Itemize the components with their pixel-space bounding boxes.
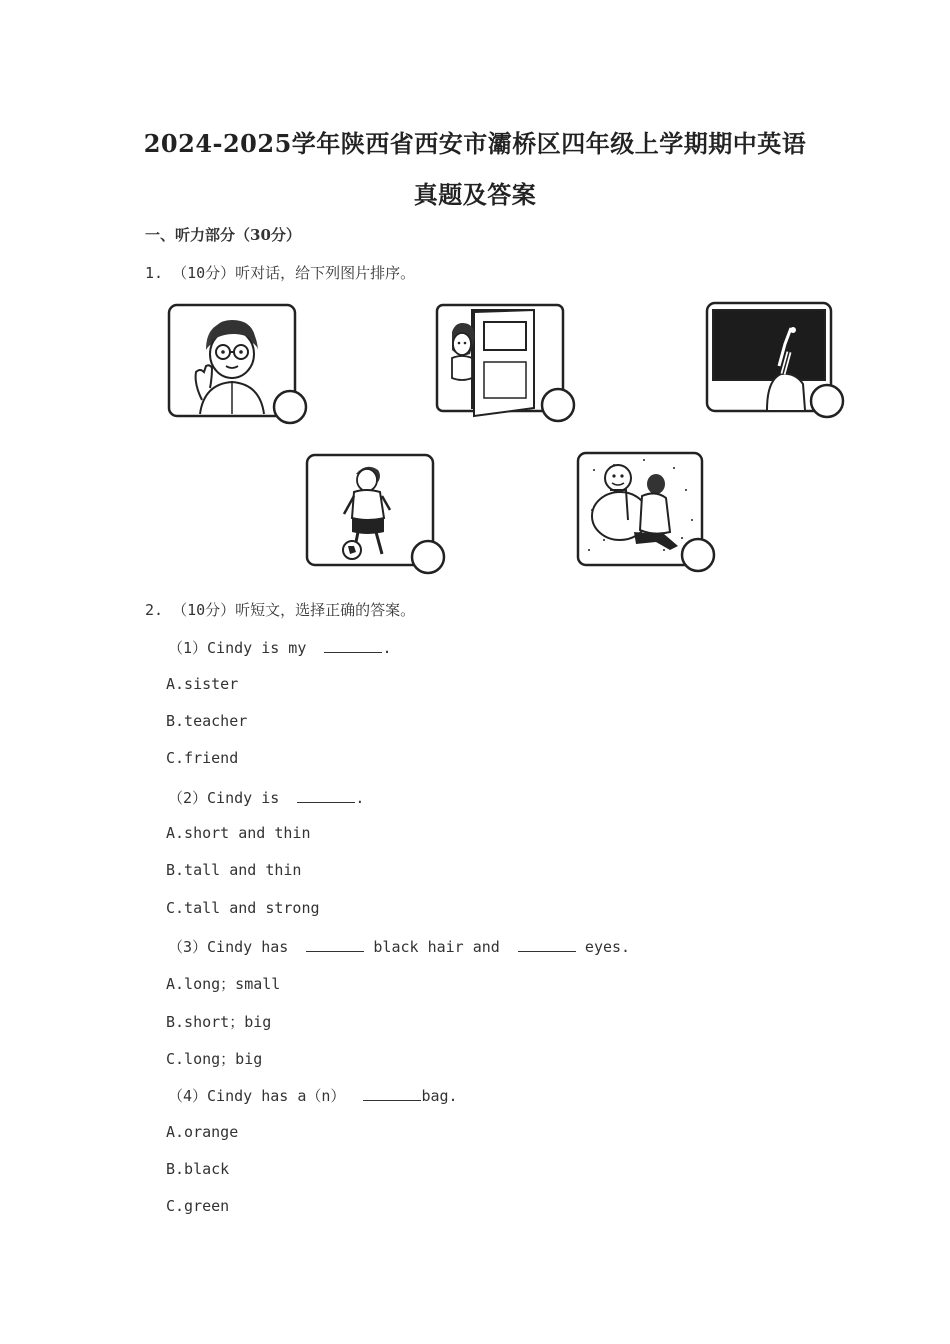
sub-question-2-stem: （2）Cindy is: [168, 789, 289, 807]
sub-question-4-end: bag.: [421, 1087, 458, 1105]
option-1c: C.friend: [166, 749, 239, 767]
option-3b: B.short；big: [166, 1013, 272, 1031]
option-2c: C.tall and strong: [166, 899, 320, 917]
question-2-text: 2. （10分）听短文，选择正确的答案。: [145, 601, 416, 619]
answer-blank: [306, 937, 364, 952]
document-title-line2: 真题及答案: [413, 180, 537, 209]
sub-question-4: [168, 1085, 458, 1106]
answer-blank: [518, 937, 576, 952]
option-3a: A.long；small: [166, 975, 281, 993]
picture-blackboard: [703, 300, 848, 425]
sub-question-3-stem: （3）Cindy has: [168, 938, 298, 956]
option-4c: C.green: [166, 1197, 230, 1215]
sub-question-2-end: .: [355, 789, 365, 807]
picture-boy-football: [304, 452, 449, 577]
option-4b: B.black: [166, 1160, 230, 1178]
option-2b: B.tall and thin: [166, 861, 302, 879]
sub-question-3-end: eyes.: [575, 938, 631, 956]
option-2a: A.short and thin: [166, 824, 311, 842]
sub-question-1-end: .: [382, 639, 392, 657]
document-title-line1: 2024-2025学年陕西省西安市灞桥区四年级上学期期中英语: [143, 129, 807, 158]
question-1-text: 1. （10分）听对话，给下列图片排序。: [145, 264, 416, 282]
answer-blank: [363, 1086, 421, 1101]
option-1a: A.sister: [166, 675, 239, 693]
sub-question-3-middle: black hair and: [364, 938, 509, 956]
sub-question-3: [168, 936, 630, 957]
picture-snowman: [574, 450, 719, 575]
sub-question-1-stem: （1）Cindy is my: [168, 639, 316, 657]
option-3c: C.long；big: [166, 1050, 263, 1068]
option-1b: B.teacher: [166, 712, 248, 730]
answer-blank: [324, 638, 382, 653]
sub-question-2: [168, 787, 364, 808]
sub-question-1: [168, 637, 391, 658]
option-4a: A.orange: [166, 1123, 239, 1141]
answer-blank: [297, 788, 355, 803]
picture-boy-waving: [166, 302, 311, 427]
picture-girl-at-door: [434, 302, 579, 427]
section-heading: 一、听力部分（30分）: [145, 226, 301, 244]
sub-question-4-stem: （4）Cindy has a（n）: [168, 1087, 355, 1105]
